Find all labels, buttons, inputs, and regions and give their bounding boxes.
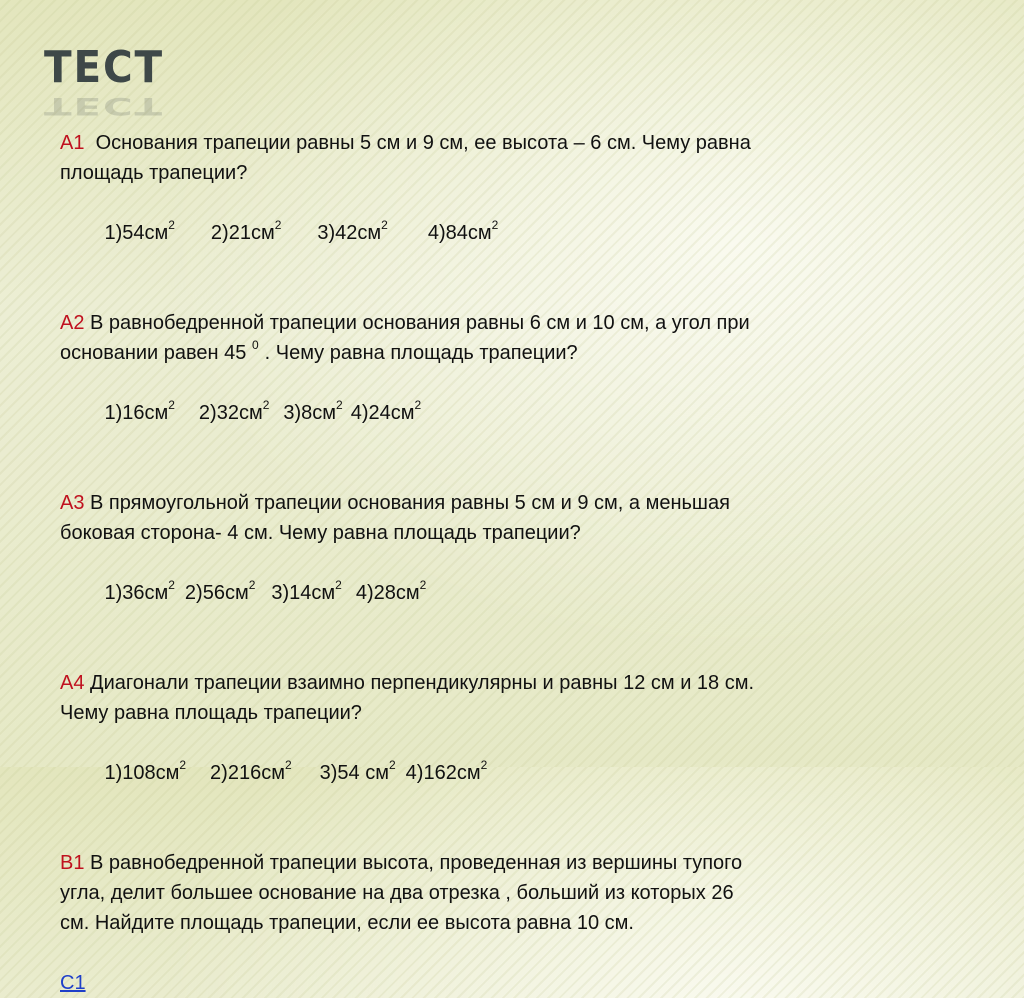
question-line (60, 128, 940, 158)
answer-option: $2)216см^2$ (210, 758, 292, 784)
question-line (60, 848, 940, 878)
question-text: В прямоугольной трапеции основания равны 5 см и 9 см, а меньшая (84, 492, 730, 514)
answer-option: $4)162см^2$ (405, 758, 488, 784)
degree-superscript: 0 (251, 338, 259, 353)
question-line: угла, делит большее основание на два отрезка , больший из которых 26 (60, 882, 734, 904)
answer-options (60, 728, 940, 818)
question-line: см. Найдите площадь трапеции, если ее высота равна 10 см. (60, 912, 634, 934)
question-a3 (60, 488, 940, 638)
slide-title: ТЕСТ (44, 42, 164, 93)
question-text: Диагонали трапеции взаимно перпендикулярны и равны 12 см и 18 см. (84, 672, 755, 694)
question-label: А3 (60, 492, 85, 514)
question-text: Основания трапеции равны 5 см и 9 см, ее высота – 6 см. Чему равна (84, 132, 751, 154)
question-a1 (60, 128, 940, 278)
question-line (60, 308, 940, 338)
answer-option: $3)8см^2$ (283, 398, 343, 424)
test-content (60, 128, 940, 998)
question-line: боковая сторона- 4 см. Чему равна площадь трапеции? (60, 522, 581, 544)
question-line: площадь трапеции? (60, 162, 248, 184)
question-text: В равнобедренной трапеции основания равны 6 см и 10 см, а угол при (84, 312, 750, 334)
c1-link-row (60, 968, 940, 998)
question-label: А2 (60, 312, 85, 334)
answer-option: $3)42см^2$ (317, 218, 388, 244)
question-a2 (60, 308, 940, 458)
answer-option: $4)84см^2$ (427, 218, 499, 244)
answer-option: $4)28см^2$ (355, 578, 427, 604)
question-b1 (60, 848, 940, 938)
answer-option: $2)32см^2$ (198, 398, 270, 424)
answer-options (60, 188, 940, 278)
c1-link[interactable]: С1 (60, 972, 86, 994)
question-a4 (60, 668, 940, 818)
question-label: А4 (60, 672, 85, 694)
question-label: А1 (60, 132, 85, 154)
answer-option: 3)54 $см^2$ (319, 758, 396, 784)
question-label: В1 (60, 852, 85, 874)
question-line: Чему равна площадь трапеции? (60, 702, 362, 724)
answer-option: $1)54см^2$ (104, 218, 175, 244)
answer-option: $1)108см^2$ (104, 758, 187, 784)
answer-options (60, 548, 940, 638)
title-block: ТЕСТ ТЕСТ (44, 42, 164, 121)
answer-options (60, 368, 940, 458)
question-text: В равнобедренной трапеции высота, проведенная из вершины тупого (84, 852, 743, 874)
answer-option: $1)36см^2$ (104, 578, 175, 604)
answer-option: $1)16см^2$ (104, 398, 175, 424)
answer-option: $2)21см^2$ (210, 218, 282, 244)
answer-option: $4)24см^2$ (350, 398, 422, 424)
question-line: основании равен 45 $^0$ . Чему равна площадь трапеции? (60, 338, 578, 364)
answer-option: $2)56см^2$ (184, 578, 256, 604)
question-line (60, 488, 940, 518)
question-line (60, 668, 940, 698)
answer-option: $3)14см^2$ (271, 578, 342, 604)
